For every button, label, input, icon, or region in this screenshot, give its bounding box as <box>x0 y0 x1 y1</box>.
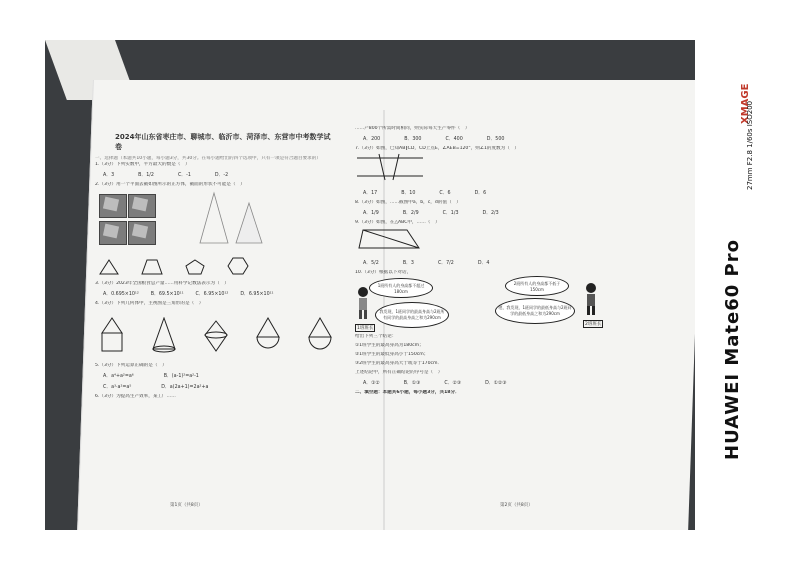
q8-option-c: C．1/3 <box>442 211 459 216</box>
instruction-line: 一、选择题（本题共10小题，每小题3分，共30分。在每小题给出的四个选项中，只有一项是符合题目要求的） <box>95 156 321 161</box>
q8-options <box>363 209 625 216</box>
conclusion-2: ②1班学生的最低身高小于150cm； <box>355 352 429 357</box>
cube-figure <box>99 221 127 245</box>
question-9: 9.（3分）如图，在△ABC中，……（ ） <box>355 220 440 225</box>
q3-option-b: B．69.5×10¹¹ <box>150 292 184 297</box>
right-page <box>355 80 625 396</box>
question-10-ask: 上述结论中，所有正确结论的序号是（ ） <box>355 370 443 375</box>
trapezoid-shape <box>141 259 163 275</box>
question-6: 6.（3分）为提高生产效率，某工厂…… <box>95 394 176 399</box>
q10-option-a: A．①② <box>363 381 380 386</box>
q6-option-b: B．300 <box>404 137 422 142</box>
q3-option-d: D．6.95×10¹¹ <box>240 292 274 297</box>
double-cone-figure <box>203 317 229 355</box>
q7-option-b: B．10 <box>401 191 416 196</box>
class1-monitor-figure <box>355 286 371 320</box>
conclusion-3: ③2班学生的最高身高大于或等于170cm． <box>355 361 443 366</box>
xmage-logo: XMAGE <box>740 83 751 124</box>
q6-option-c: C．400 <box>445 137 463 142</box>
pentagon-shape <box>185 259 205 275</box>
question-7: 7.（3分）如图，已知AB∥CD，CD上点E，∠AEB=120°，则∠1的度数为（ ） <box>355 146 520 151</box>
q10-option-b: B．①③ <box>403 381 421 386</box>
camera-brand: HUAWEI Mate60 Pro <box>722 239 743 460</box>
bubble-right-top: 2班所有人的身高都不低于150cm <box>505 276 569 296</box>
q7-options <box>363 189 625 196</box>
question-4: 4.（3分）下列几何体中，主视图是三角形的是（ ） <box>95 301 204 306</box>
q10-option-c: C．②③ <box>444 381 462 386</box>
hemisphere-cone-figure <box>255 317 281 355</box>
class2-label: 2班班长 <box>585 322 602 327</box>
camera-specs: 27mm F2.8 1/60s ISO200 <box>746 100 754 190</box>
frustum-figure <box>307 317 333 355</box>
q6-option-a: A．200 <box>363 137 381 142</box>
solid-figures <box>99 317 335 355</box>
q9-option-c: C．7/2 <box>437 261 454 266</box>
bubble-middle: 我发现，1班同学的最高身高与2班所有同学的最高身高之和为290cm <box>375 302 449 328</box>
cube-figure <box>128 194 156 218</box>
section-two-heading: 二、填空题：本题共6小题，每小题3分，共18分． <box>355 390 460 395</box>
q7-option-c: C．6 <box>439 191 451 196</box>
q9-option-d: D．4 <box>477 261 490 266</box>
q1-option-a: A．3 <box>103 173 115 178</box>
q1-option-c: C．-1 <box>177 173 191 178</box>
dialogue-figure <box>355 276 625 334</box>
cube-figure <box>128 221 156 245</box>
q9-options <box>363 259 625 266</box>
section-shapes <box>99 257 335 275</box>
q6-options <box>363 135 625 142</box>
page-number-right: 第2页（共8页） <box>500 503 533 508</box>
question-8: 8.（3分）如图，……截图中a，b，c，d的值（ ） <box>355 200 461 205</box>
hexagon-shape <box>227 257 249 275</box>
q9-option-b: B．3 <box>402 261 414 266</box>
q1-option-b: B．1/2 <box>138 173 154 178</box>
class1-label: 1班班长 <box>357 326 374 331</box>
q7-option-a: A．17 <box>363 191 378 196</box>
q5-option-a: A．a⁴+a²=a⁶ <box>103 374 134 379</box>
question-2: 2.（3分）用一个平面去截如图所示的正方体，截面的形状不可能是（ ） <box>95 182 245 187</box>
q8-option-d: D．2/3 <box>482 211 499 216</box>
bubble-left: 1班所有人的身高都不超过180cm <box>369 278 433 298</box>
q3-options <box>103 290 335 297</box>
triangle-shape <box>99 259 119 275</box>
q5-option-d: D．a(2a+1)=2a²+a <box>161 385 209 390</box>
bubble-right-bottom: 嗯，我发现，1班同学的最低身高与2班同学的最低身高之和为290cm <box>495 298 575 324</box>
q5-options-row2 <box>103 383 335 390</box>
q1-option-d: D．-2 <box>214 173 229 178</box>
triangle-figures <box>194 188 274 248</box>
q9-option-a: A．5/2 <box>363 261 379 266</box>
question-10: 10.（3分）根据以下对话， <box>355 270 412 275</box>
page-number-left: 第1页（共8页） <box>170 503 203 508</box>
left-page <box>95 80 335 400</box>
question-6-cont: ……产800个所需时间相同，则实际每天生产零件（ ） <box>355 126 470 131</box>
question-5: 5.（3分）下列运算正确的是（ ） <box>95 363 167 368</box>
q3-option-c: C．6.95×10¹² <box>195 292 229 297</box>
question-1: 1.（3分）下列实数中，平方最大的数是（ ） <box>95 162 190 167</box>
class2-monitor-figure <box>583 282 599 316</box>
cone-cylinder-figure <box>99 317 125 355</box>
cone-figure <box>151 317 177 355</box>
exam-title: 2024年山东省枣庄市、聊城市、临沂市、菏泽市、东营市中考数学试卷 <box>115 133 331 151</box>
q8-option-a: A．1/9 <box>363 211 379 216</box>
q3-option-a: A．0.695×10¹² <box>103 292 139 297</box>
cube-figures <box>99 194 154 245</box>
q8-option-b: B．2/9 <box>402 211 419 216</box>
q6-option-d: D．500 <box>486 137 505 142</box>
q10-option-d: D．①②③ <box>485 381 507 386</box>
camera-watermark <box>716 40 760 520</box>
q5-options-row1 <box>103 372 335 379</box>
parallel-lines-figure <box>355 152 425 182</box>
q5-option-b: B．(a-1)²=a²-1 <box>163 374 199 379</box>
question-3: 3.（3分）2023年全国粮食总产量……用科学记数法表示为（ ） <box>95 281 229 286</box>
q5-option-c: C．a³·a²=a⁵ <box>103 385 132 390</box>
q10-options <box>363 379 625 386</box>
q7-option-d: D．6 <box>474 191 487 196</box>
triangle-abc-figure <box>355 226 425 252</box>
conclusions-intro: 给出下列三个结论： <box>355 334 397 339</box>
conclusion-1: ①1班学生的最高身高为180cm； <box>355 343 424 348</box>
cube-figure <box>99 194 127 218</box>
q1-options <box>103 171 335 178</box>
